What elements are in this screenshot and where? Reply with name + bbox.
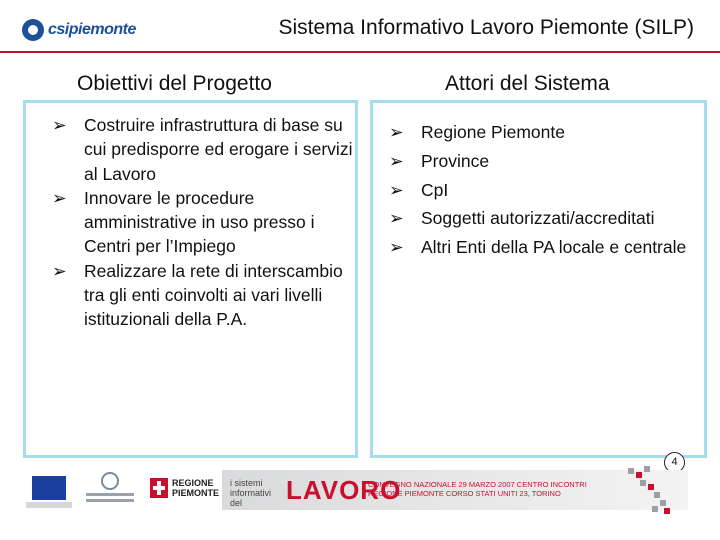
- list-item: [389, 204, 707, 233]
- arrow-bullet-icon: ➢: [389, 237, 404, 258]
- banner-event-text: CONVEGNO NAZIONALE 29 MARZO 2007 CENTRO INCONTRI REGIONE PIEMONTE CORSO STATI UNITI 23, TORINO: [368, 480, 587, 498]
- bullet-text: CpI: [421, 179, 449, 200]
- arrow-bullet-icon: ➢: [389, 122, 404, 142]
- banner-lavoro-text: LAVORO: [286, 475, 402, 505]
- actors-list: [389, 118, 707, 262]
- left-column-heading: Obiettivi del Progetto: [77, 72, 272, 95]
- csipiemonte-logo: [22, 16, 136, 44]
- eu-caption: [26, 502, 72, 508]
- footer-logos: [0, 462, 720, 540]
- slide-title: Sistema Informativo Lavoro Piemonte (SILP): [278, 16, 694, 39]
- right-column-heading: Attori del Sistema: [445, 72, 610, 95]
- bullet-text: Province: [421, 150, 490, 171]
- arrow-bullet-icon: ➢: [52, 115, 67, 135]
- bullet-text: Altri Enti della PA locale e centrale: [421, 237, 687, 258]
- bullet-text: Soggetti autorizzati/accreditati: [421, 208, 655, 229]
- actors-panel: [370, 100, 707, 458]
- piemonte-shield-icon: [150, 478, 168, 498]
- list-item: [389, 176, 707, 205]
- banner-small-text: i sistemi informativi del: [230, 478, 272, 508]
- bullet-text: Innovare le procedure amministrative in uso presso i Centri per l’Impiego: [84, 187, 315, 257]
- ministero-lavoro-logo: [82, 472, 138, 506]
- arrow-bullet-icon: ➢: [389, 179, 404, 200]
- objectives-list: [52, 113, 357, 332]
- header-divider: [0, 51, 720, 53]
- logo-text: csipiemonte: [48, 21, 136, 38]
- arrow-bullet-icon: ➢: [52, 187, 67, 208]
- list-item: [389, 233, 707, 262]
- list-item: [389, 147, 707, 176]
- italian-emblem-icon: [101, 472, 119, 490]
- page-number: 4: [664, 452, 685, 473]
- eu-flag-icon: [32, 476, 66, 500]
- list-item: [52, 186, 357, 259]
- regione-label: REGIONE PIEMONTE: [172, 478, 220, 498]
- list-item: [52, 259, 357, 332]
- list-item: [389, 118, 707, 147]
- arrow-bullet-icon: ➢: [52, 260, 67, 281]
- regione-piemonte-logo: [150, 478, 228, 498]
- bullet-text: Realizzare la rete di interscambio tra gli enti coinvolti ai vari livelli istituzionali della P.A.: [84, 260, 343, 330]
- bullet-text: Regione Piemonte: [421, 122, 565, 142]
- bullet-text: Costruire infrastruttura di base su cui predisporre ed erogare i servizi al Lavoro: [84, 115, 353, 184]
- arrow-bullet-icon: ➢: [389, 150, 404, 171]
- csi-logo-icon: [22, 19, 44, 41]
- italy-map-icon: [618, 462, 678, 518]
- arrow-bullet-icon: ➢: [389, 208, 404, 229]
- list-item: [52, 113, 357, 186]
- objectives-panel: [23, 100, 358, 458]
